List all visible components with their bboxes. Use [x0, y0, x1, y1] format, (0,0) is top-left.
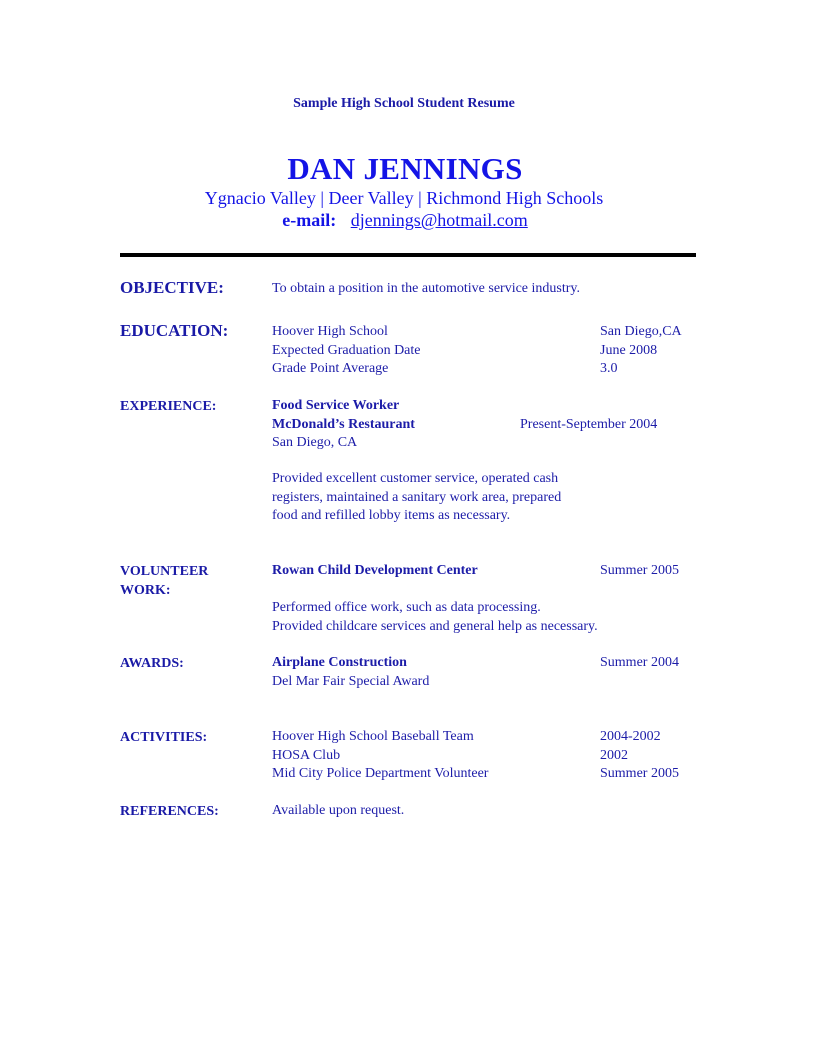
education-label: Grade Point Average	[272, 361, 389, 376]
activity-value: 2002	[600, 747, 628, 763]
education-value: San Diego,CA	[600, 324, 682, 339]
email-line	[0, 210, 810, 231]
job-title: Food Service Worker	[272, 398, 400, 413]
activity-label: Mid City Police Department Volunteer	[272, 766, 489, 781]
education-heading: EDUCATION:	[120, 321, 229, 340]
job-dates: Present-September 2004	[520, 416, 658, 432]
education-label: Hoover High School	[272, 324, 388, 339]
activity-label: Hoover High School Baseball Team	[272, 729, 474, 744]
objective-text: To obtain a position in the automotive service industry.	[272, 281, 580, 296]
awards-heading: AWARDS:	[120, 656, 184, 671]
schools-line: Ygnacio Valley | Deer Valley | Richmond High Schools	[204, 188, 604, 208]
activities-heading: ACTIVITIES:	[120, 730, 208, 745]
email-link[interactable]: djennings@hotmail.com	[350, 210, 528, 230]
volunteer-heading: VOLUNTEER	[120, 564, 209, 579]
job-description-line: registers, maintained a sanitary work area, prepared	[272, 489, 562, 505]
volunteer-heading-line2: WORK:	[120, 583, 171, 598]
award-name: Airplane Construction	[272, 655, 407, 670]
job-description-line: Provided excellent customer service, operated cash	[272, 471, 559, 486]
education-value: June 2008	[600, 342, 658, 358]
document-title: Sample High School Student Resume	[293, 96, 515, 111]
job-location: San Diego, CA	[272, 435, 358, 450]
references-text: Available upon request.	[272, 803, 405, 818]
experience-heading: EXPERIENCE:	[120, 399, 217, 414]
email-label: e-mail:	[282, 210, 337, 230]
education-label: Expected Graduation Date	[272, 342, 421, 358]
job-description-line: food and refilled lobby items as necessary.	[272, 508, 511, 523]
education-value: 3.0	[600, 361, 618, 376]
applicant-name: DAN JENNINGS	[287, 151, 523, 186]
award-detail: Del Mar Fair Special Award	[272, 674, 430, 689]
header-divider	[120, 253, 696, 257]
volunteer-dates: Summer 2005	[600, 563, 679, 578]
volunteer-description-line: Provided childcare services and general help as necessary.	[272, 619, 598, 634]
volunteer-organization: Rowan Child Development Center	[272, 563, 478, 578]
activity-value: 2004-2002	[600, 729, 661, 744]
activity-label: HOSA Club	[272, 747, 341, 763]
award-date: Summer 2004	[600, 655, 679, 670]
activity-value: Summer 2005	[600, 766, 679, 781]
volunteer-description-line: Performed office work, such as data processing.	[272, 600, 541, 615]
objective-heading: OBJECTIVE:	[120, 278, 224, 297]
references-heading: REFERENCES:	[120, 804, 219, 819]
employer: McDonald’s Restaurant	[272, 416, 415, 432]
